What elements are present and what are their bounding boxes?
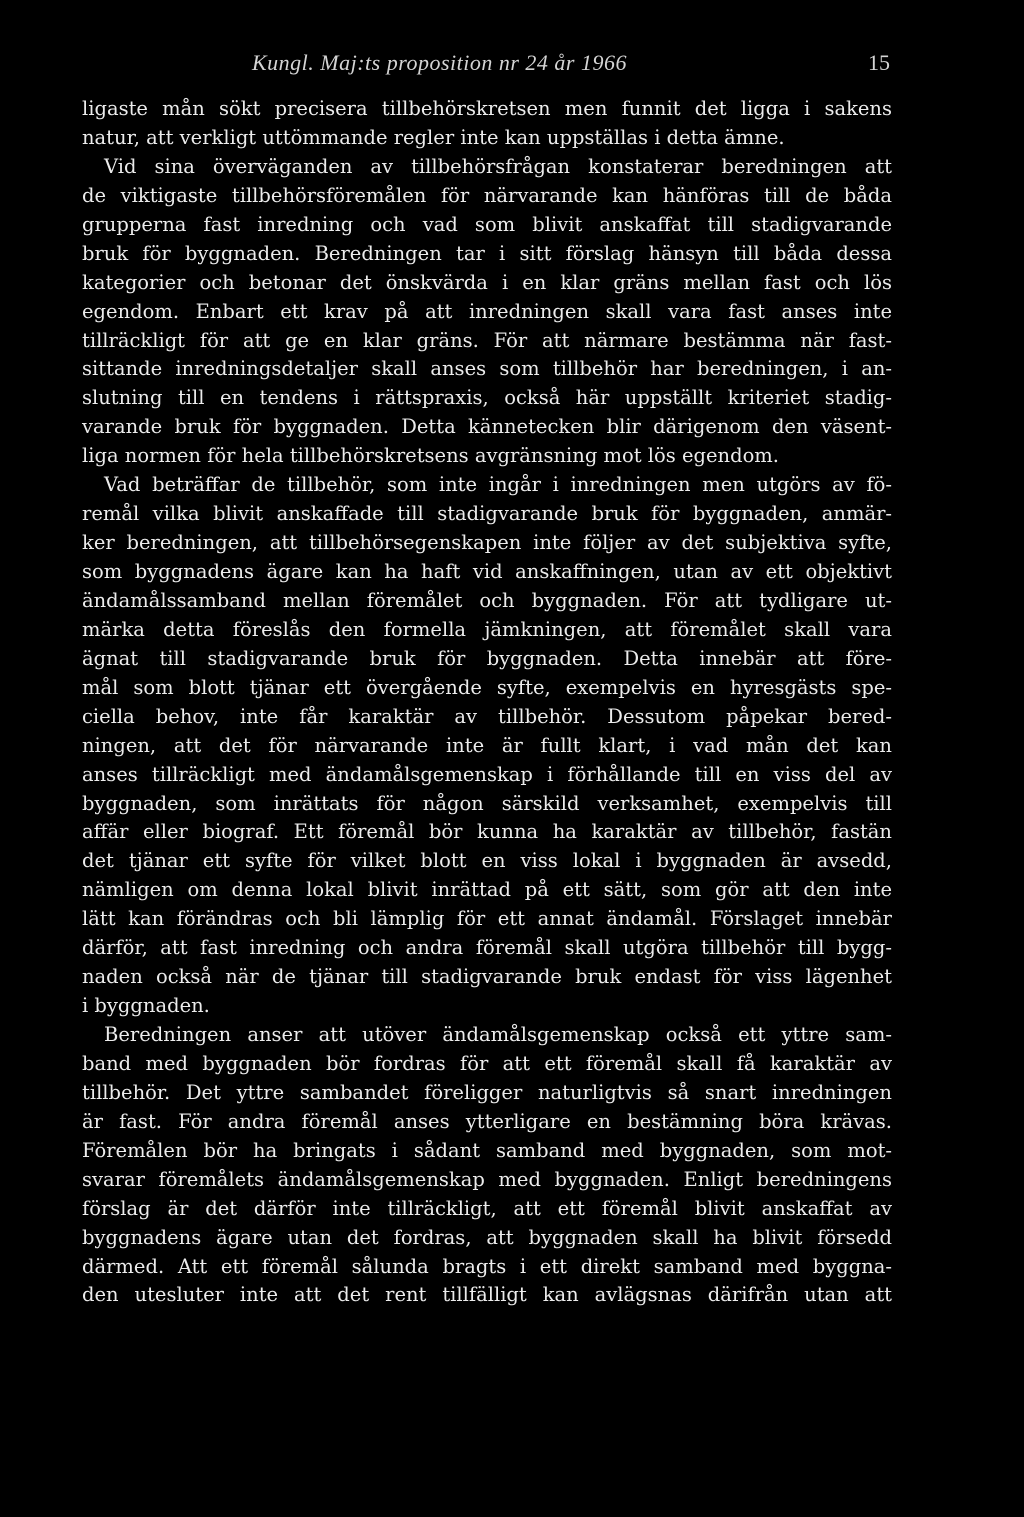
text-line [82, 703, 892, 732]
text-line [82, 442, 892, 471]
text-line-content: Vid sina överväganden av tillbehörsfrågan konstaterar beredningen att [104, 154, 892, 178]
text-line [82, 876, 892, 905]
text-line [82, 1050, 892, 1079]
text-line-content: byggnadens ägare utan det fordras, att byggnaden skall ha blivit försedd [82, 1225, 892, 1249]
text-line [82, 934, 892, 963]
text-line [82, 847, 892, 876]
text-line [82, 298, 892, 327]
text-line [82, 355, 892, 384]
text-line-content: bruk för byggnaden. Beredningen tar i sitt förslag hänsyn till båda dessa [82, 241, 892, 265]
text-line-content: därmed. Att ett föremål sålunda bragts i ett direkt samband med byggna- [82, 1254, 892, 1278]
text-line-content: förslag är det därför inte tillräckligt, att ett föremål blivit anskaffat av [82, 1196, 892, 1220]
text-line [82, 616, 892, 645]
text-line [82, 1166, 892, 1195]
text-line-content: remål vilka blivit anskaffade till stadigvarande bruk för byggnaden, anmär- [82, 502, 892, 526]
text-line-content: sittande inredningsdetaljer skall anses som tillbehör har beredningen, i an- [82, 357, 892, 381]
text-line [82, 732, 892, 761]
text-line-content: svarar föremålets ändamålsgemenskap med byggnaden. Enligt beredningens [82, 1167, 892, 1191]
text-line [82, 1253, 892, 1282]
text-line-content: affär eller biograf. Ett föremål bör kunna ha karaktär av tillbehör, fastän [82, 820, 892, 844]
text-line [82, 992, 892, 1021]
text-line-content: varande bruk för byggnaden. Detta kännetecken blir därigenom den väsent- [82, 415, 892, 439]
text-line [82, 558, 892, 587]
text-line-content: den utesluter inte att det rent tillfälligt kan avlägsnas därifrån utan att [82, 1283, 892, 1307]
text-line-content: Föremålen bör ha bringats i sådant samband med byggnaden, som mot- [82, 1138, 892, 1162]
text-line-content: mål som blott tjänar ett övergående syfte, exempelvis en hyresgästs spe- [82, 675, 892, 699]
text-line [82, 413, 892, 442]
running-title: Kungl. Maj:ts proposition nr 24 år 1966 [252, 50, 627, 75]
text-line-content: är fast. För andra föremål anses ytterligare en bestämning böra krävas. [82, 1109, 892, 1133]
page-header [82, 44, 890, 78]
text-line-content: slutning till en tendens i rättspraxis, också här uppställt kriteriet stadig- [82, 386, 892, 410]
text-line [82, 153, 892, 182]
text-line [82, 529, 892, 558]
text-line [82, 1281, 892, 1310]
text-line [82, 269, 892, 298]
text-line [82, 327, 892, 356]
text-line-content: grupperna fast inredning och vad som blivit anskaffat till stadigvarande [82, 212, 892, 236]
text-line-content: byggnaden, som inrättats för någon särskild verksamhet, exempelvis till [82, 791, 892, 815]
text-line [82, 905, 892, 934]
text-line [82, 211, 892, 240]
text-line-content: egendom. Enbart ett krav på att inredningen skall vara fast anses inte [82, 299, 892, 323]
text-line-content: som byggnadens ägare kan ha haft vid anskaffningen, utan av ett objektivt [82, 560, 892, 583]
text-line-content: tillräckligt för att ge en klar gräns. För att närmare bestämma när fast- [82, 328, 892, 352]
text-line [82, 240, 892, 269]
text-line-content: nämligen om denna lokal blivit inrättad på ett sätt, som gör att den inte [82, 878, 892, 902]
text-line [82, 384, 892, 413]
text-line [82, 1021, 892, 1050]
text-line-content: ningen, att det för närvarande inte är fullt klart, i vad mån det kan [82, 733, 892, 757]
text-line-content: ker beredningen, att tillbehörsegenskapen inte följer av det subjektiva syfte, [82, 531, 892, 555]
text-line-content: de viktigaste tillbehörsföremålen för närvarande kan hänföras till de båda [82, 183, 892, 207]
text-line [82, 1079, 892, 1108]
text-line-content: lätt kan förändras och bli lämplig för ett annat ändamål. Förslaget innebär [82, 907, 892, 931]
text-line-content: tillbehör. Det yttre sambandet föreligger naturligtvis så snart inredningen [82, 1080, 892, 1104]
text-line-content: liga normen för hela tillbehörskretsens avgränsning mot lös egendom. [82, 444, 780, 468]
text-line [82, 124, 892, 153]
text-line-content: Vad beträffar de tillbehör, som inte ingår i inredningen men utgörs av fö- [104, 473, 892, 497]
text-line-content: märka detta föreslås den formella jämkningen, att föremålet skall vara [82, 617, 892, 641]
text-line [82, 674, 892, 703]
text-line [82, 500, 892, 529]
text-line [82, 963, 892, 992]
text-line-content: ägnat till stadigvarande bruk för byggnaden. Detta innebär att före- [82, 646, 892, 670]
text-line-content: ändamålssamband mellan föremålet och byggnaden. För att tydligare ut- [82, 588, 892, 612]
text-line-content: kategorier och betonar det önskvärda i en klar gräns mellan fast och lös [82, 270, 892, 294]
text-line [82, 761, 892, 790]
text-line [82, 790, 892, 819]
text-line-content: ciella behov, inte får karaktär av tillbehör. Dessutom påpekar bered- [82, 704, 892, 728]
text-line [82, 645, 892, 674]
text-line-content: i byggnaden. [82, 994, 210, 1018]
text-line-content: band med byggnaden bör fordras för att ett föremål skall få karaktär av [82, 1051, 892, 1075]
text-line [82, 471, 892, 500]
text-line-content: anses tillräckligt med ändamålsgemenskap i förhållande till en viss del av [82, 762, 892, 786]
text-line [82, 1195, 892, 1224]
text-line [82, 587, 892, 616]
text-line-content: ligaste mån sökt precisera tillbehörskretsen men funnit det ligga i sakens [82, 97, 892, 120]
text-line-content: därför, att fast inredning och andra föremål skall utgöra tillbehör till bygg- [82, 936, 892, 960]
text-line [82, 95, 892, 124]
text-line [82, 818, 892, 847]
text-line [82, 1224, 892, 1253]
text-line [82, 182, 892, 211]
text-line [82, 1108, 892, 1137]
text-line-content: naden också när de tjänar till stadigvarande bruk endast för viss lägenhet [82, 965, 892, 989]
page-number: 15 [868, 50, 890, 75]
text-line-content: natur, att verkligt uttömmande regler inte kan uppställas i detta ämne. [82, 125, 785, 149]
text-line-content: det tjänar ett syfte för vilket blott en viss lokal i byggnaden är avsedd, [82, 849, 892, 873]
text-line-content: Beredningen anser att utöver ändamålsgemenskap också ett yttre sam- [104, 1023, 892, 1046]
text-line [82, 1137, 892, 1166]
body-text [82, 95, 892, 1310]
